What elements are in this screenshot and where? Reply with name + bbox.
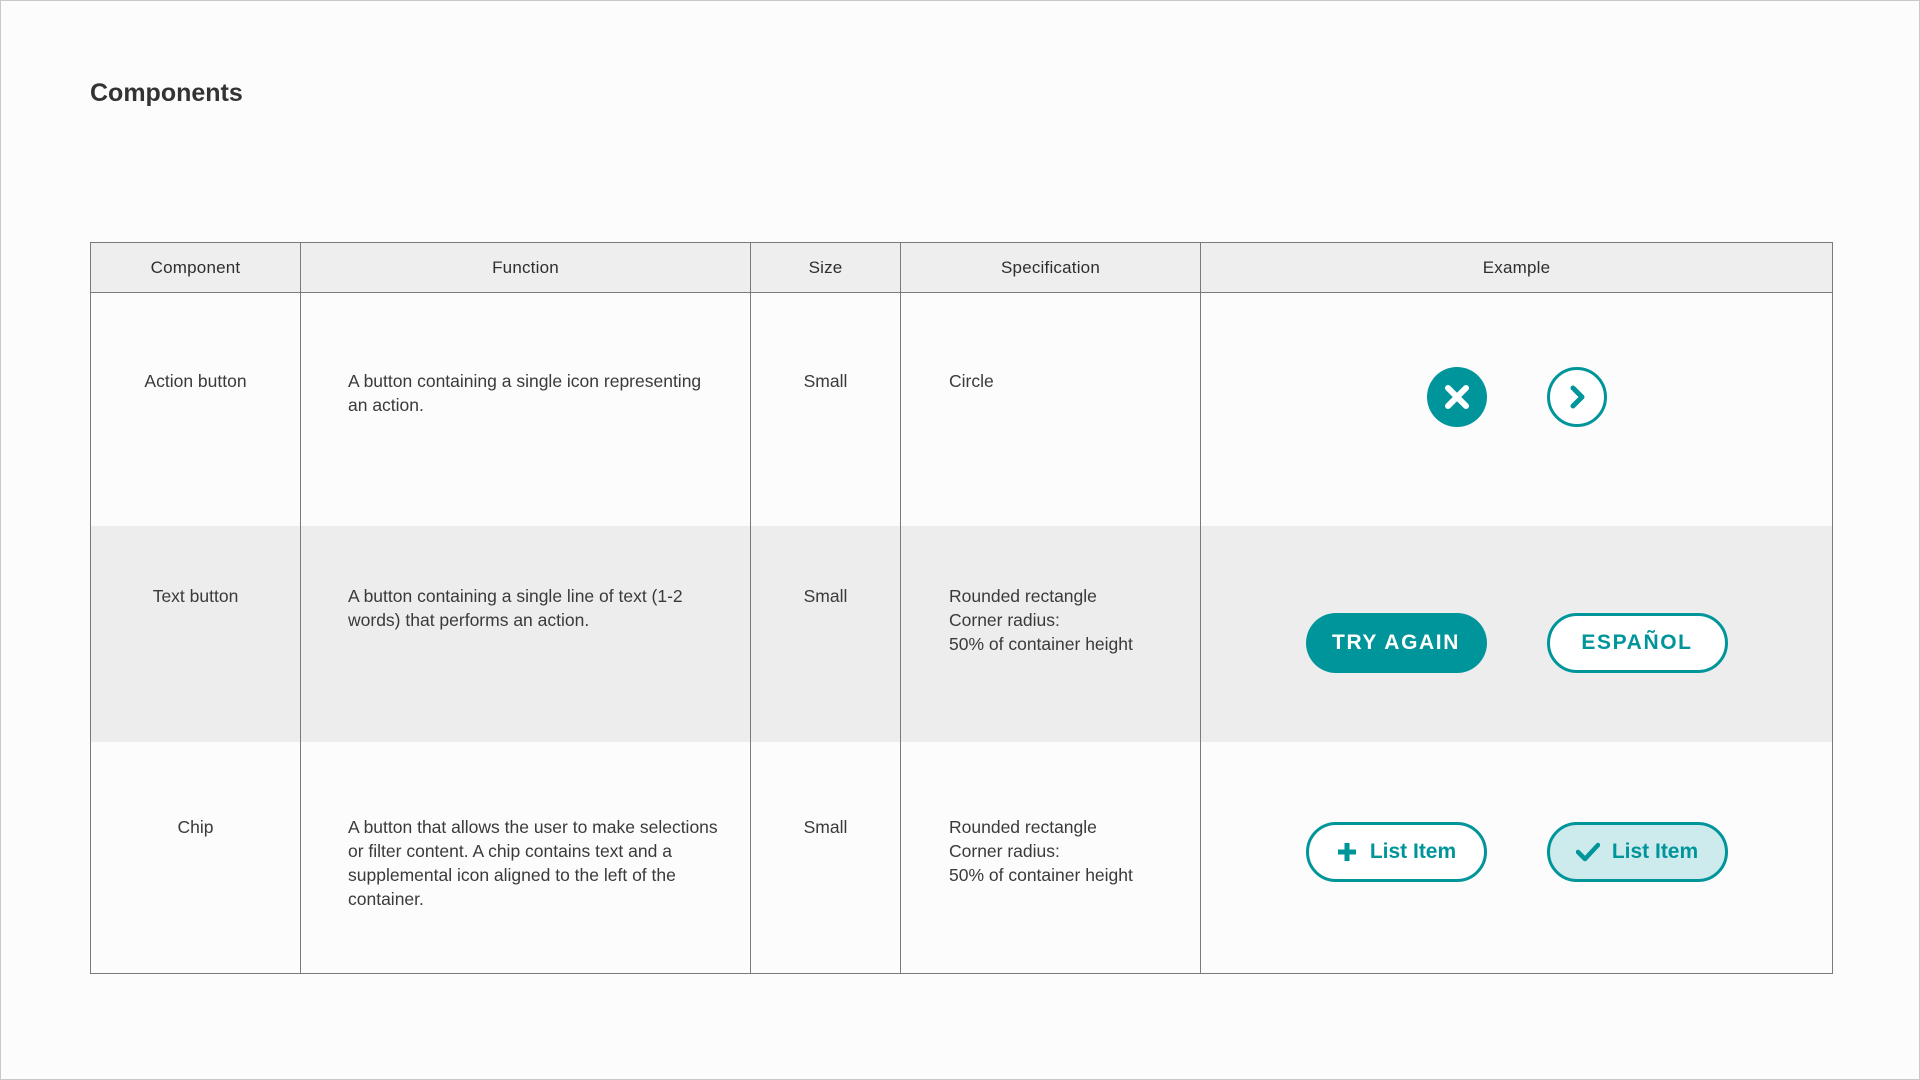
page-title: Components (90, 79, 243, 107)
cell-size: Small (751, 742, 901, 974)
cell-specification (901, 293, 1201, 527)
plus-icon (1336, 841, 1358, 863)
table-row-action-button (91, 293, 1833, 527)
close-action-button[interactable] (1427, 367, 1487, 427)
spec-line: Circle (949, 371, 994, 391)
spec-line: Corner radius: (949, 841, 1060, 861)
table-header-row (91, 243, 1833, 293)
cell-size: Small (751, 526, 901, 742)
chip-label: List Item (1611, 840, 1699, 863)
cell-function: A button that allows the user to make selections or filter content. A chip contains text and a supplemental icon aligned to the left of the container. (301, 742, 751, 974)
spec-line: 50% of container height (949, 865, 1133, 885)
spec-line: Corner radius: (949, 610, 1060, 630)
spec-line: Rounded rectangle (949, 586, 1097, 606)
cell-function: A button containing a single icon representing an action. (301, 293, 751, 527)
cell-function: A button containing a single line of text (1-2 words) that performs an action. (301, 526, 751, 742)
espanol-button[interactable]: ESPAÑOL (1547, 613, 1728, 673)
spec-line: 50% of container height (949, 634, 1133, 654)
header-function: Function (301, 243, 751, 293)
table-row-text-button (91, 526, 1833, 742)
chip-add-list-item[interactable] (1306, 822, 1487, 882)
close-icon (1442, 382, 1472, 412)
header-size: Size (751, 243, 901, 293)
chevron-right-icon (1562, 382, 1592, 412)
cell-component: Chip (91, 742, 301, 974)
spec-line: Rounded rectangle (949, 817, 1097, 837)
header-component: Component (91, 243, 301, 293)
try-again-button[interactable]: TRY AGAIN (1306, 613, 1487, 673)
header-example: Example (1201, 243, 1833, 293)
cell-example (1201, 526, 1833, 742)
next-action-button[interactable] (1547, 367, 1607, 427)
cell-component: Action button (91, 293, 301, 527)
cell-specification (901, 526, 1201, 742)
cell-size: Small (751, 293, 901, 527)
cell-example (1201, 742, 1833, 974)
chip-selected-list-item[interactable] (1547, 822, 1728, 882)
cell-component: Text button (91, 526, 301, 742)
cell-specification (901, 742, 1201, 974)
table-row-chip (91, 742, 1833, 974)
chip-label: List Item (1369, 840, 1457, 863)
header-specification: Specification (901, 243, 1201, 293)
components-table (90, 242, 1833, 974)
check-icon (1576, 842, 1600, 862)
cell-example (1201, 293, 1833, 527)
